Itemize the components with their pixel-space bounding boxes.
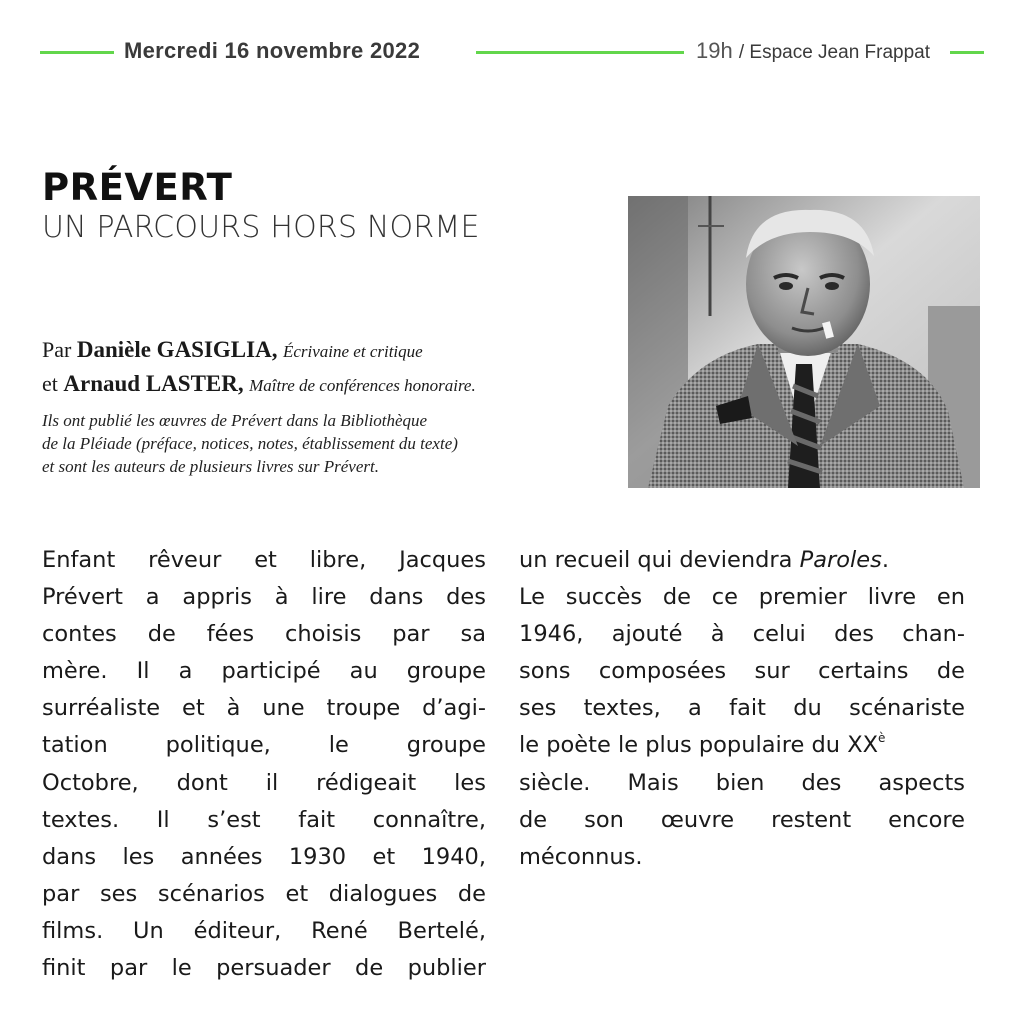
body-line: ses textes, a fait du scénariste [519,695,965,722]
author1-role: Écrivaine et critique [282,342,423,361]
body-line: sons composées sur certains de [519,658,965,685]
author1-name: Danièle GASIGLIA, [76,337,278,362]
event-header [40,30,984,74]
body-line: dans les années 1930 et 1940, [42,843,486,870]
event-time-place [696,38,930,64]
body-line [519,727,965,764]
body-line: méconnus. [519,843,643,870]
superscript: è [878,731,886,746]
event-date: Mercredi 16 novembre 2022 [124,38,421,63]
authors-bio [42,409,612,478]
author-line-2 [42,368,612,402]
body-line: Octobre, dont il rédigeait les [42,769,486,796]
by-label: Par [42,337,72,362]
body-column-right [519,542,965,876]
header-rule-middle [476,51,684,54]
body-line [519,542,965,579]
body-line: tation politique, le groupe [42,732,486,759]
body-line: textes. Il s’est fait connaître, [42,806,486,833]
body-line: 1946, ajouté à celui des chan- [519,621,965,648]
bio-line: de la Pléiade (préface, notices, notes, établissement du texte) [42,434,458,453]
body-text: le poète le plus populaire du XX [519,732,879,759]
body-column-left [42,542,486,987]
body-line: mère. Il a participé au groupe [42,658,486,685]
body-line: de son œuvre restent encore [519,806,965,833]
page-subtitle: UN PARCOURS HORS NORME [42,210,480,245]
page-title: PRÉVERT [42,166,233,209]
author-line-1 [42,334,612,368]
body-line: films. Un éditeur, René Bertelé, [42,917,486,944]
body-line: par ses scénarios et dialogues de [42,880,486,907]
body-line: Le succès de ce premier livre en [519,584,965,611]
book-title: Paroles [799,547,882,573]
header-rule-right [950,51,984,54]
body-text: . [881,547,889,573]
and-label: et [42,371,58,396]
body-line: Prévert a appris à lire dans des [42,584,486,611]
body-line: contes de fées choisis par sa [42,621,486,648]
authors-block [42,334,612,478]
body-line: finit par le persuader de publier [42,955,486,982]
body-line: siècle. Mais bien des aspects [519,769,965,796]
event-place: / Espace Jean Frappat [738,42,931,63]
body-text: un recueil qui deviendra [519,547,793,573]
body-line: Enfant rêveur et libre, Jacques [42,547,486,573]
author2-name: Arnaud LASTER, [63,371,244,396]
body-line: surréaliste et à une troupe d’agi- [42,695,486,722]
portrait-photo [628,196,980,488]
event-hour: 19h [696,38,733,63]
portrait-illustration [628,196,980,488]
header-rule-left [40,51,114,54]
author2-role: Maître de conférences honoraire. [249,376,476,395]
bio-line: Ils ont publié les œuvres de Prévert dans la Bibliothèque [42,411,428,430]
bio-line: et sont les auteurs de plusieurs livres sur Prévert. [42,457,379,476]
